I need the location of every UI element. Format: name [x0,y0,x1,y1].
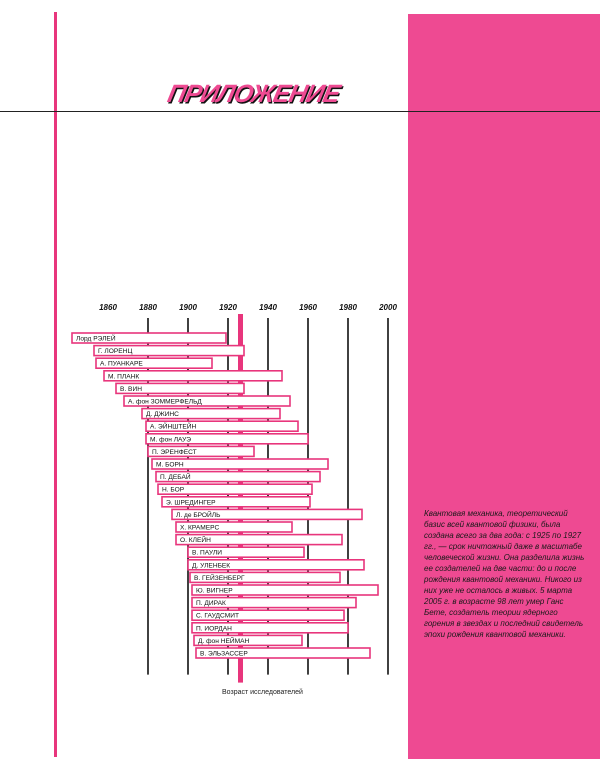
tick-label-top-1860: 1860 [99,303,117,312]
lifespan-chart [0,296,410,688]
bar-label-12: Н. БОР [162,486,185,494]
x-axis-label: Возраст исследователей [222,689,303,696]
bar-label-1: Г. ЛОРЕНЦ [98,348,133,356]
bar-label-17: В. ПАУЛИ [192,549,222,557]
bar-label-14: Л. де БРОЙЛЬ [176,511,221,519]
tick-label-top-1880: 1880 [139,303,157,312]
bar-label-11: П. ДЕБАЙ [160,474,191,482]
bar-label-16: О. КЛЕЙН [180,537,211,545]
bar-label-13: Э. ШРЕДИНГЕР [166,499,216,507]
right-side-panel [408,14,600,759]
bar-label-3: М. ПЛАНК [108,373,140,381]
bar-label-0: Лорд РЭЛЕЙ [76,335,116,343]
panel-caption: Квантовая механика, теоретический базис всей квантовой физики, была создана всего за два года: с 1925 по 1927 гг., — срок ничтожный даже в масштабе человеческой жизни. Она разделила жизнь ее создателей на две части: до и после рождения квантовой механики. Никого из них уже не осталось в живых. 5 марта 2005 г. в возрасте 98 лет умер Ганс Бете, создатель теории ядерного горения в звездах и последний свидетель эпохи рождения квантовой механики. [424,509,585,639]
tick-label-top-1960: 1960 [299,303,317,312]
bar-label-21: П. ДИРАК [196,600,226,608]
bar-label-23: П. ИОРДАН [196,625,232,633]
bar-label-6: Д. ДЖИНС [146,411,179,419]
bar-label-25: В. ЭЛЬЗАССЕР [200,650,248,658]
tick-label-top-1900: 1900 [179,303,197,312]
bar-label-20: Ю. ВИГНЕР [196,587,233,595]
bar-label-22: С. ГАУДСМИТ [196,612,239,620]
bar-label-2: А. ПУАНКАРЕ [100,360,143,368]
tick-label-top-1920: 1920 [219,303,237,312]
bar-label-8: М. фон ЛАУЭ [150,436,191,444]
tick-label-top-2000: 2000 [379,303,397,312]
bar-label-7: А. ЭЙНШТЕЙН [150,423,197,431]
bar-label-15: Х. КРАМЕРС [180,524,220,532]
page-title: ПРИЛОЖЕНИЕ [165,80,342,108]
bar-label-24: Д. фон НЕЙМАН [198,637,250,645]
bar-label-5: А. фон ЗОММЕРФЕЛЬД [128,398,202,406]
bar-label-10: М. БОРН [156,461,184,469]
tick-label-top-1980: 1980 [339,303,357,312]
header-rule [0,111,600,112]
bar-label-19: В. ГЕЙЗЕНБЕРГ [194,574,245,582]
bar-label-9: П. ЭРЕНФЕСТ [152,448,197,456]
bar-label-18: Д. УЛЕНБЕК [192,562,231,570]
tick-label-top-1940: 1940 [259,303,277,312]
bar-label-4: В. ВИН [120,385,142,393]
